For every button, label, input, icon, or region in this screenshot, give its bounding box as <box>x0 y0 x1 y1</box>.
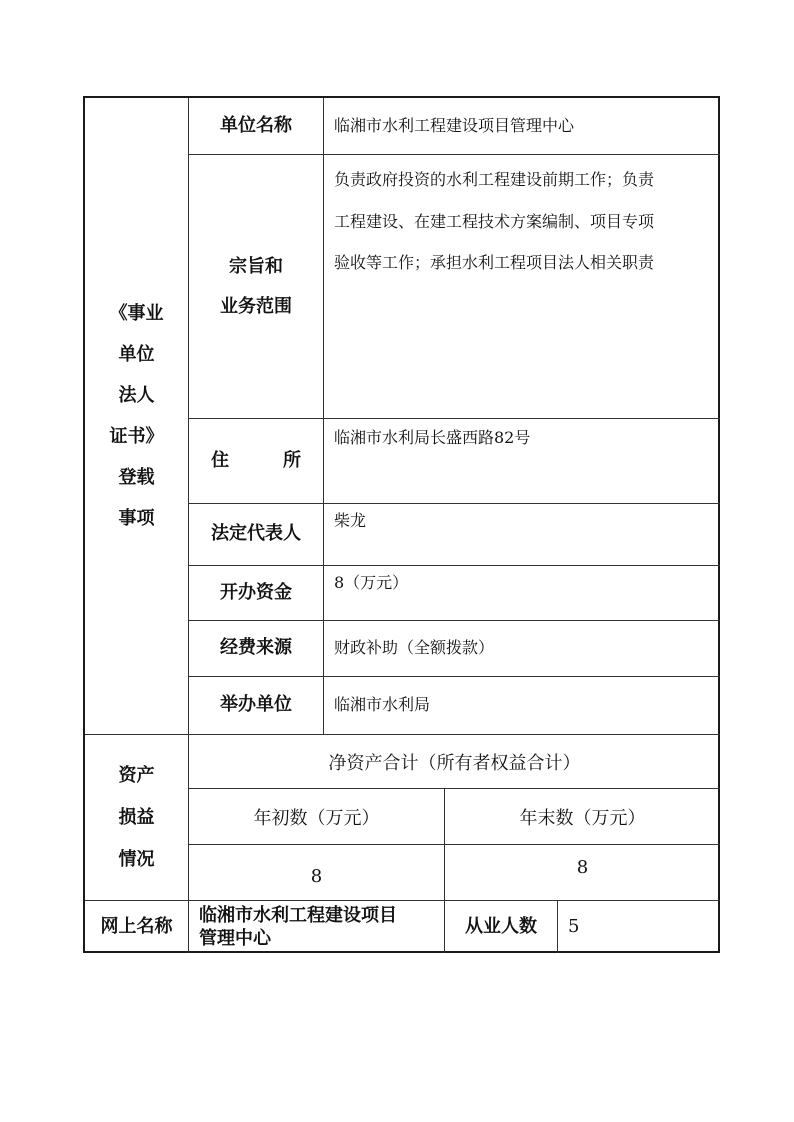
unit-name-label-text: 单位名称 <box>220 114 292 136</box>
header-line: 法人 <box>118 385 155 406</box>
header-line: 单位 <box>118 344 155 365</box>
end-col-header-text: 年末数（万元） <box>519 807 646 829</box>
purpose-value <box>324 155 720 418</box>
legal-rep-value <box>324 504 720 565</box>
sponsor-label <box>189 677 323 734</box>
sponsor-label-text: 举办单位 <box>220 694 292 716</box>
capital-label <box>189 566 323 620</box>
sponsor-value <box>324 677 720 734</box>
unit-name-label <box>189 98 323 154</box>
purpose-label-line: 宗旨和 <box>229 255 283 277</box>
assets-label-line: 损益 <box>118 806 155 828</box>
address-label-b: 所 <box>283 449 301 471</box>
begin-col-header <box>189 789 444 844</box>
online-name-label <box>85 901 188 953</box>
online-name-label-text: 网上名称 <box>100 915 173 937</box>
staff-count-label <box>445 901 557 953</box>
staff-count-label-text: 从业人数 <box>465 915 537 937</box>
end-value <box>445 845 720 900</box>
address-value-text: 临湘市水利局长盛西路82号 <box>334 428 531 447</box>
purpose-label <box>189 155 323 418</box>
sponsor-value-text: 临湘市水利局 <box>334 695 431 715</box>
purpose-value-line: 负责政府投资的水利工程建设前期工作；负责 <box>334 170 655 189</box>
unit-name-value <box>324 98 720 154</box>
online-name-value <box>189 901 444 953</box>
funding-label <box>189 621 323 676</box>
purpose-value-line: 工程建设、在建工程技术方案编制、项目专项 <box>334 211 655 231</box>
begin-value <box>189 845 444 900</box>
header-line: 登载 <box>118 467 155 488</box>
funding-value-text: 财政补助（全额拨款） <box>334 638 495 658</box>
net-assets-header <box>189 735 720 788</box>
funding-label-text: 经费来源 <box>220 637 292 659</box>
header-line: 事项 <box>118 508 155 529</box>
legal-rep-value-text: 柴龙 <box>334 511 367 530</box>
header-line: 证书》 <box>109 426 164 447</box>
header-line: 《事业 <box>109 303 164 324</box>
legal-rep-label <box>189 504 323 565</box>
online-name-line: 管理中心 <box>199 928 271 949</box>
legal-rep-label-text: 法定代表人 <box>211 523 301 545</box>
purpose-label-line: 业务范围 <box>220 295 292 317</box>
net-assets-header-text: 净资产合计（所有者权益合计） <box>328 752 581 774</box>
staff-count-value <box>558 901 720 953</box>
staff-count-value-text: 5 <box>568 915 580 937</box>
assets-label-line: 情况 <box>118 848 155 870</box>
end-value-text: 8 <box>576 857 589 878</box>
capital-value <box>324 566 720 620</box>
registration-items-header <box>85 98 188 734</box>
capital-label-text: 开办资金 <box>220 581 292 603</box>
registration-table <box>83 96 720 953</box>
capital-value-text: 8（万元） <box>334 573 409 592</box>
unit-name-value-text: 临湘市水利工程建设项目管理中心 <box>334 115 575 135</box>
assets-label <box>85 735 188 900</box>
funding-value <box>324 621 720 676</box>
end-col-header <box>445 789 720 844</box>
online-name-line: 临湘市水利工程建设项目 <box>199 904 397 926</box>
address-label <box>189 419 323 503</box>
begin-col-header-text: 年初数（万元） <box>253 807 380 829</box>
assets-label-line: 资产 <box>118 764 155 786</box>
address-value <box>324 419 720 503</box>
address-label-a: 住 <box>211 449 229 471</box>
purpose-value-line: 验收等工作；承担水利工程项目法人相关职责 <box>334 253 655 273</box>
begin-value-text: 8 <box>310 866 323 887</box>
